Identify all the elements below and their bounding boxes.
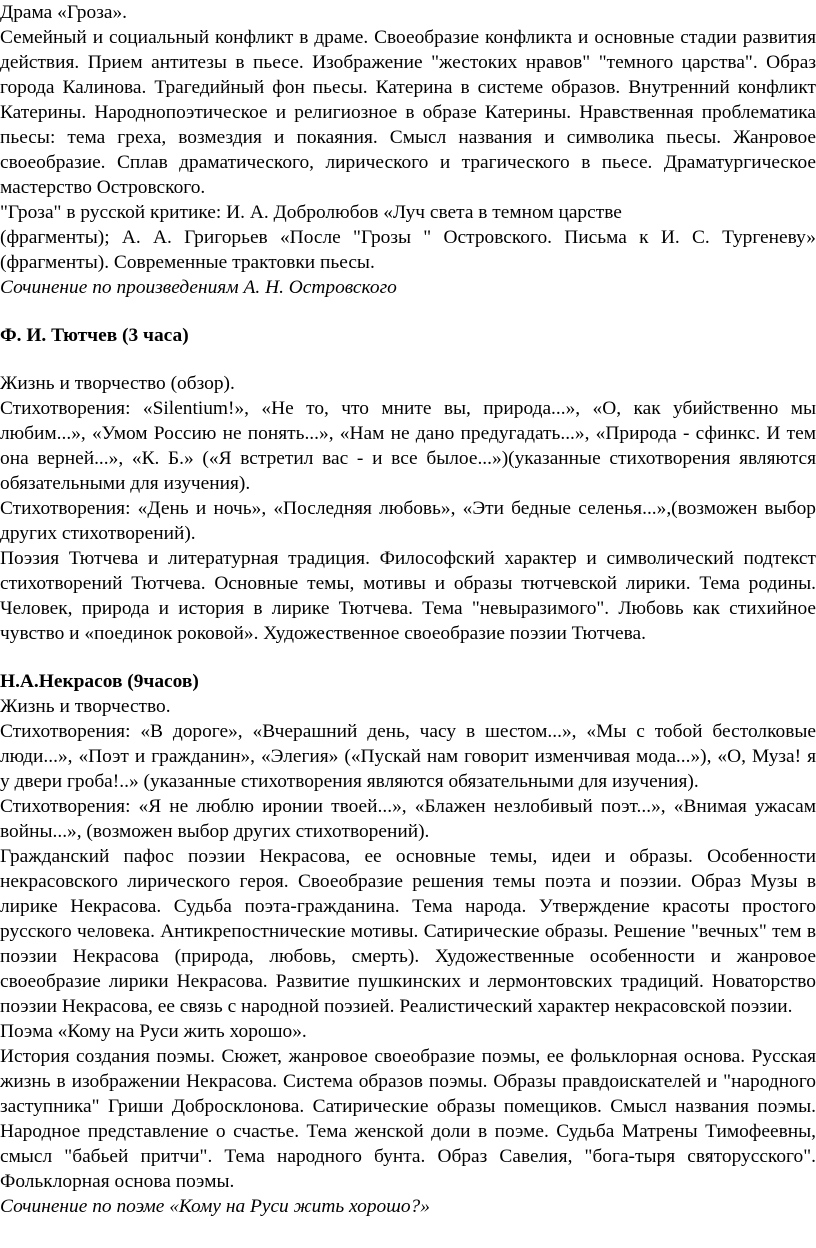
paragraph-nekrasov-poems-optional: Стихотворения: «Я не люблю иронии твоей...», «Блажен незлобивый поэт...», «Внимая ужасам войны...», (возможен выбор других стихотворений). [0, 796, 816, 842]
paragraph-tyutchev-poetry: Поэзия Тютчева и литературная традиция. Философский характер и символический подтекст стихотворений Тютчева. Основные темы, мотивы и образы тютчевской лирики. Тема родины. Человек, природа и история в лирике Тютчева. Тема "невыразимого". Любовь как стихийное чувство и «поединок роковой». Художественное своеобразие поэзии Тютчева. [0, 548, 816, 644]
paragraph-groza-conflict: Семейный и социальный конфликт в драме. Своеобразие конфликта и основные стадии развития действия. Прием антитезы в пьесе. Изображение "жестоких нравов" "темного царства". Образ города Калинова. Трагедийный фон пьесы. Катерина в системе образов. Внутренний конфликт Катерины. Народнопоэтическое и религиозное в образе Катерины. Нравственная проблематика пьесы: тема греха, возмездия и покаяния. Смысл названия и символика пьесы. Жанровое своеобразие. Сплав драматического, лирического и трагического в пьесе. Драматургическое мастерство Островского. [0, 27, 816, 198]
paragraph-groza-criticism: "Гроза" в русской критике: И. А. Добролюбов «Луч света в темном царстве [0, 202, 622, 223]
paragraph-tyutchev-life: Жизнь и творчество (обзор). [0, 373, 235, 394]
paragraph-nekrasov-life: Жизнь и творчество. [0, 696, 171, 717]
paragraph-nekrasov-poems-required: Стихотворения: «В дороге», «Вчерашний день, часу в шестом...», «Мы с тобой бестолковые люди...», «Поэт и гражданин», «Элегия» («Пускай нам говорит изменчивая мода...»), «О, Муза! я у двери гроба!..» (указанные стихотворения являются обязательными для изучения). [0, 721, 816, 792]
paragraph-tyutchev-poems-required: Стихотворения: «Silentium!», «Не то, что мните вы, природа...», «О, как убийственно мы любим...», «Умом Россию не понять...», «Нам не дано предугадать...», «Природа - сфинкс. И тем она верней...», «К. Б.» («Я встретил вас - и все былое...»)(указанные стихотворения являются обязательными для изучения). [0, 398, 816, 494]
spacer [0, 300, 816, 323]
essay-ostrovsky: Сочинение по произведениям А. Н. Островского [0, 277, 397, 298]
spacer [0, 646, 816, 669]
paragraph-tyutchev-poems-optional: Стихотворения: «День и ночь», «Последняя любовь», «Эти бедные селенья...»,(возможен выбор других стихотворений). [0, 498, 816, 544]
section-groza [0, 0, 816, 300]
heading-tyutchev: Ф. И. Тютчев (3 часа) [0, 325, 189, 346]
essay-nekrasov: Сочинение по поэме «Кому на Руси жить хорошо?» [0, 1196, 430, 1217]
paragraph-nekrasov-poem-analysis: История создания поэмы. Сюжет, жанровое своеобразие поэмы, ее фольклорная основа. Русская жизнь в изображении Некрасова. Система образов поэмы. Образы правдоискателей и "народного заступника" Гриши Добросклонова. Сатирические образы помещиков. Смысл названия поэмы. Народное представление о счастье. Тема женской доли в поэме. Судьба Матрены Тимофеевны, смысл "бабьей притчи". Тема народного бунта. Образ Савелия, "бога-тыря святорусского". Фольклорная основа поэмы. [0, 1046, 816, 1192]
paragraph-groza-title: Драма «Гроза». [0, 2, 128, 23]
section-tyutchev [0, 323, 816, 646]
section-nekrasov [0, 669, 816, 1219]
paragraph-nekrasov-poetry: Гражданский пафос поэзии Некрасова, ее основные темы, идеи и образы. Особенности некрасовского лирического героя. Своеобразие решения темы поэта и поэзии. Образ Музы в лирике Некрасова. Судьба поэта-гражданина. Тема народа. Утверждение красоты простого русского человека. Антикрепостнические мотивы. Сатирические образы. Решение "вечных" тем в поэзии Некрасова (природа, любовь, смерть). Художественные особенности и жанровое своеобразие лирики Некрасова. Развитие пушкинских и лермонтовских традиций. Новаторство поэзии Некрасова, ее связь с народной поэзией. Реалистический характер некрасовской поэзии. [0, 846, 816, 1017]
paragraph-groza-fragments: (фрагменты); А. А. Григорьев «После "Грозы " Островского. Письма к И. С. Тургеневу» (фрагменты). Современные трактовки пьесы. [0, 227, 816, 273]
spacer [0, 348, 816, 371]
heading-nekrasov: Н.А.Некрасов (9часов) [0, 671, 199, 692]
paragraph-nekrasov-poem-title: Поэма «Кому на Руси жить хорошо». [0, 1021, 307, 1042]
